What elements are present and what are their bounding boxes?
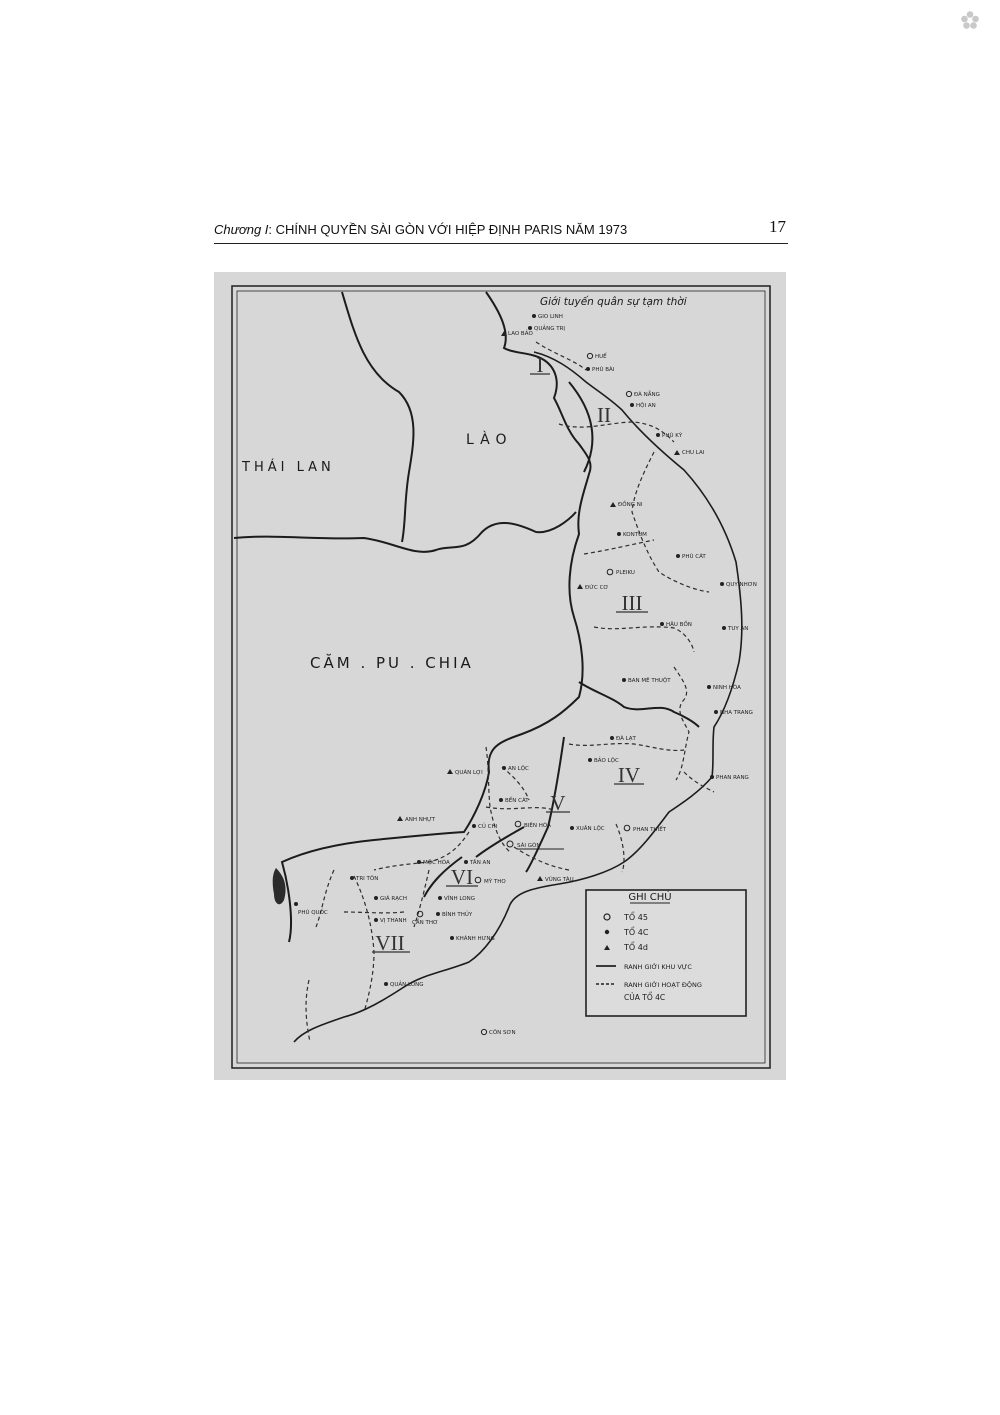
- place-label: ĐÀ LẠT: [616, 736, 636, 742]
- place-label: ĐỨC CƠ: [585, 585, 609, 591]
- place-label: TUY AN: [728, 626, 749, 632]
- scanned-map: [214, 272, 786, 1080]
- place-label: CẦN THƠ: [412, 920, 438, 926]
- place-label: VỊ THANH: [380, 918, 407, 924]
- region-label-vi: VI: [450, 865, 474, 889]
- place-label: QUÁN LỢI: [455, 770, 483, 776]
- legend-item: CỦA TỔ 4C: [624, 993, 666, 1002]
- country-label-laos: LÀO: [466, 432, 513, 448]
- place-label: TÂN AN: [470, 860, 491, 866]
- place-label: TRI TÔN: [356, 876, 379, 882]
- place-label: QUY NHƠN: [726, 582, 757, 588]
- place-label: BẢO LỘC: [594, 758, 619, 764]
- region-label-v: V: [550, 791, 566, 815]
- place-label: PHÚ BÀI: [592, 367, 615, 373]
- page-number: 17: [769, 217, 786, 236]
- place-label: NINH HÒA: [713, 685, 741, 691]
- map-legend: [586, 890, 746, 1016]
- chapter-title-text: : CHÍNH QUYỀN SÀI GÒN VỚI HIỆP ĐỊNH PARIS NĂM 1973: [268, 222, 628, 237]
- place-label: KHÁNH HƯNG: [456, 936, 495, 942]
- place-label: LAO BẢO: [508, 331, 533, 337]
- place-label: BẾN CÁT: [505, 798, 529, 804]
- chapter-title: [214, 222, 627, 237]
- place-label: XUÂN LỘC: [576, 826, 605, 832]
- place-label: GIÁ RẠCH: [380, 896, 407, 902]
- place-label: CHU LAI: [682, 450, 705, 456]
- place-label: BÌNH THỦY: [442, 912, 473, 918]
- place-label: QUẢN LONG: [390, 982, 424, 988]
- place-label: GIO LINH: [538, 314, 563, 320]
- place-label: BIÊN HÒA: [524, 823, 551, 829]
- region-label-iv: IV: [617, 763, 641, 787]
- place-label: VŨNG TÀU: [545, 877, 574, 883]
- running-header: [214, 219, 788, 244]
- country-label-cambodia: CĂM . PU . CHIA: [310, 654, 474, 672]
- place-label: MỘC HÓA: [423, 860, 450, 866]
- region-label-iii: III: [621, 591, 643, 615]
- place-label: PHÚ KỲ: [662, 433, 683, 439]
- region-label-i: I: [536, 353, 544, 377]
- place-label: ĐỒNG NI: [618, 502, 643, 508]
- place-label: PHAN RANG: [716, 775, 749, 781]
- country-label-thailand: THÁI LAN: [242, 460, 335, 475]
- legend-item: TỔ 45: [624, 913, 648, 922]
- place-label: VĨNH LONG: [444, 896, 475, 902]
- legend-item: RANH GIỚI HOẠT ĐỘNG: [624, 981, 702, 989]
- legend-title: GHI CHÚ: [628, 892, 672, 903]
- legend-item: TỔ 4C: [624, 928, 649, 937]
- place-label: ĐÀ NẴNG: [634, 392, 660, 398]
- place-label: CÔN SƠN: [489, 1030, 516, 1036]
- place-label: BAN MÊ THUỘT: [628, 678, 671, 684]
- place-label: MỸ THO: [484, 879, 506, 885]
- place-label: HUẾ: [595, 354, 607, 360]
- place-label: HẬU BỒN: [666, 622, 692, 628]
- place-label: CỦ CHI: [478, 824, 498, 830]
- place-label: QUẢNG TRỊ: [534, 326, 566, 332]
- demarcation-note: Giới tuyến quân sự tạm thời: [540, 296, 687, 308]
- legend-item: TỔ 4d: [624, 943, 648, 952]
- place-label: KONTUM: [623, 532, 647, 538]
- place-label: PHÚ QUỐC: [298, 910, 328, 916]
- place-label: PHAN THIẾT: [633, 827, 667, 833]
- corner-flower-icon: [960, 10, 980, 30]
- legend-item: RANH GIỚI KHU VỰC: [624, 963, 692, 971]
- place-label: AN LỘC: [508, 766, 529, 772]
- region-label-ii: II: [597, 403, 611, 427]
- place-label: ANH NHỰT: [405, 817, 436, 823]
- place-label: HỘI AN: [636, 403, 656, 409]
- region-label-vii: VII: [375, 931, 405, 955]
- place-label: SÀI GÒN: [517, 843, 541, 849]
- chapter-prefix: Chương I: [214, 222, 269, 237]
- place-label: PHÙ CÁT: [682, 554, 706, 560]
- place-label: PLEIKU: [616, 570, 635, 576]
- place-label: NHA TRANG: [720, 710, 753, 716]
